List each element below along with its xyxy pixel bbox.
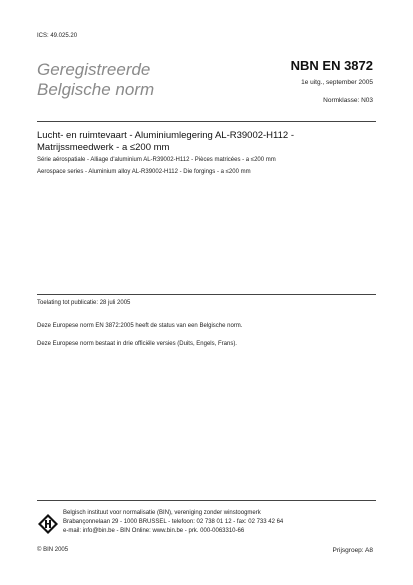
norm-class: Normklasse: N03 <box>323 97 373 104</box>
document-title-english: Aerospace series - Aluminium alloy AL-R39002-H112 - Die forgings - a ≤200 mm <box>37 169 251 175</box>
bin-logo-icon <box>37 513 59 535</box>
middle-divider <box>37 294 376 295</box>
document-title-french: Série aérospatiale - Alliage d'aluminium AL-R39002-H112 - Pièces matricées - a ≤200 mm <box>37 157 276 163</box>
status-note: Deze Europese norm EN 3872:2005 heeft de status van een Belgische norm. <box>37 323 243 329</box>
publication-approval: Toelating tot publicatie: 28 juli 2005 <box>37 300 131 306</box>
copyright: © BIN 2005 <box>37 547 69 553</box>
top-divider <box>37 121 376 122</box>
title-line-1: Lucht- en ruimtevaart - Aluminiumlegering AL-R39002-H112 - <box>37 130 294 141</box>
institute-line-1: Belgisch instituut voor normalisatie (BIN), vereniging zonder winstoogmerk <box>63 510 261 516</box>
document-title-dutch <box>37 130 367 154</box>
edition-date: 1e uitg., september 2005 <box>301 79 373 86</box>
versions-note: Deze Europese norm bestaat in drie officiële versies (Duits, Engels, Frans). <box>37 341 237 347</box>
institute-line-3: e-mail: info@bin.be - BIN Online: www.bin.be - prk. 000-0063310-66 <box>63 528 245 534</box>
registered-line-1: Geregistreerde <box>37 60 151 79</box>
registered-line-2: Belgische norm <box>37 80 155 99</box>
price-group: Prijsgroep: A8 <box>332 547 373 554</box>
institute-line-2: Brabançonnelaan 29 - 1000 BRUSSEL - telefoon: 02 738 01 12 - fax: 02 733 42 64 <box>63 519 284 525</box>
standard-number: NBN EN 3872 <box>290 58 373 73</box>
title-line-2: Matrijssmeedwerk - a ≤200 mm <box>37 142 170 153</box>
ics-code: ICS: 49.025.20 <box>37 33 78 39</box>
bottom-divider <box>37 500 376 501</box>
registered-norm-heading <box>37 60 154 100</box>
